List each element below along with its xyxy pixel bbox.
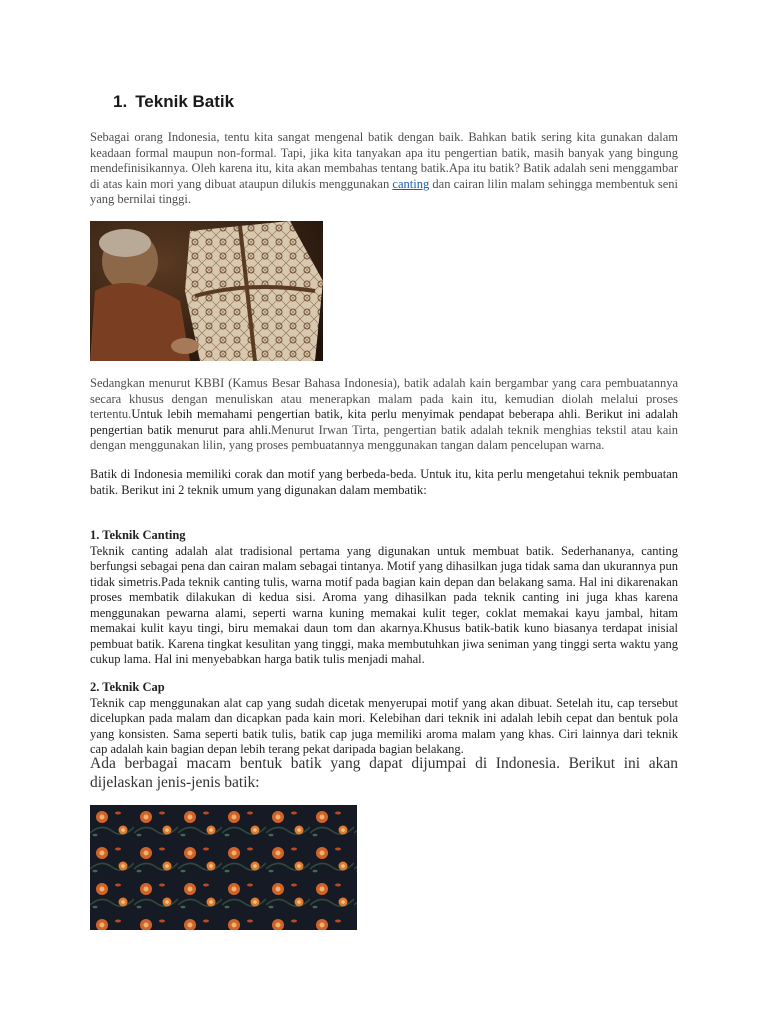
irwan-tirta-text: Menurut Irwan Tirta, pengertian batik adalah teknik menghias tekstil atau kain dengan menggunakan lilin, yang proses pembuatannya menggunakan tangan dalam pencelupan warna. [90, 422, 679, 452]
cap-subheading: 2. Teknik Cap [90, 680, 165, 694]
batik-artisan-photo [90, 221, 323, 361]
heading-title: Teknik Batik [135, 92, 235, 111]
kbbi-text: Sedangkan menurut KBBI (Kamus Besar Bahasa Indonesia), batik adalah kain bergambar yang cara pembuatannya secara khusus dengan menuliskan atau menerapkan malam pada kain itu, kemudian diolah melalui proses tertentu. [90, 376, 678, 421]
canting-link[interactable]: canting [392, 176, 430, 191]
techniques-intro-paragraph: Batik di Indonesia memiliki corak dan motif yang berbeda-beda. Untuk itu, kita perlu mengetahui teknik pembuatan batik. Berikut ini 2 teknik umum yang digunakan dalam membatik: [90, 467, 678, 497]
batik-types-paragraph: Ada berbagai macam bentuk batik yang dapat dijumpai di Indonesia. Berikut ini akan dijelaskan jenis-jenis batik: [90, 755, 678, 791]
batik-fabric-photo [90, 805, 357, 930]
heading-number: 1. [113, 92, 128, 111]
cap-body: Teknik cap menggunakan alat cap yang sudah dicetak menyerupai motif yang akan dibuat. Setelah itu, cap tersebut dicelupkan pada malam dan dicapkan pada kain mori. Kelebihan dari teknik ini adalah lebih cepat dan bentuk pola yang konsisten. Sama seperti batik tulis, batik cap juga memiliki aroma malam yang khas. Ciri lainnya dari teknik cap adalah kain bagian depan lebih terang pekat daripada bagian belakang. [90, 695, 678, 756]
kbbi-paragraph [90, 376, 678, 454]
intro-text-end: dan cairan lilin malam sehingga membentuk seni yang bernilai tinggi. [90, 176, 678, 206]
intro-paragraph [90, 130, 678, 208]
experts-text: Untuk lebih memahami pengertian batik, kita perlu menyimak pendapat beberapa ahli. Berikut ini adalah pengertian batik menurut para ahli. [90, 407, 678, 437]
cap-section [90, 680, 678, 758]
section-heading [113, 92, 234, 112]
canting-subheading: 1. Teknik Canting [90, 528, 186, 542]
canting-section [90, 528, 678, 668]
canting-body: Teknik canting adalah alat tradisional pertama yang digunakan untuk membuat batik. Sederhananya, canting berfungsi sebagai pena dan cairan malam sebagai tintanya. Motif yang dihasilkan juga tidak sama dan ukurannya pun tidak simetris.Pada teknik canting tulis, warna motif pada bagian kain depan dan belakang sama. Hal ini dikarenakan proses membatik dilakukan di kedua sisi. Aroma yang dihasilkan pada teknik canting ini juga khas karena menggunakan pewarna alami, seperti warna kuning memakai kulit teger, coklat memakai kayu jambal, hitam memakai kulit kayu tingi, biru memakai daun tom dan akarnya.Khusus batik-batik kuno biasanya terdapat inisial pembuat batik. Karena tingkat kesulitan yang tinggi, maka membutuhkan jiwa seniman yang tinggi serta waktu yang cukup lama. Hal ini menyebabkan harga batik tulis menjadi mahal. [90, 543, 678, 666]
intro-text: Sebagai orang Indonesia, tentu kita sangat mengenal batik dengan baik. Bahkan batik sering kita gunakan dalam keadaan formal maupun non-formal. Tapi, jika kita tanyakan apa itu pengertian batik, masih banyak yang bingung mendefinisikannya. Oleh karena itu, kita akan membahas tentang batik.Apa itu batik? Batik adalah seni menggambar di atas kain mori yang dibuat ataupun dilukis menggunakan [90, 130, 678, 191]
